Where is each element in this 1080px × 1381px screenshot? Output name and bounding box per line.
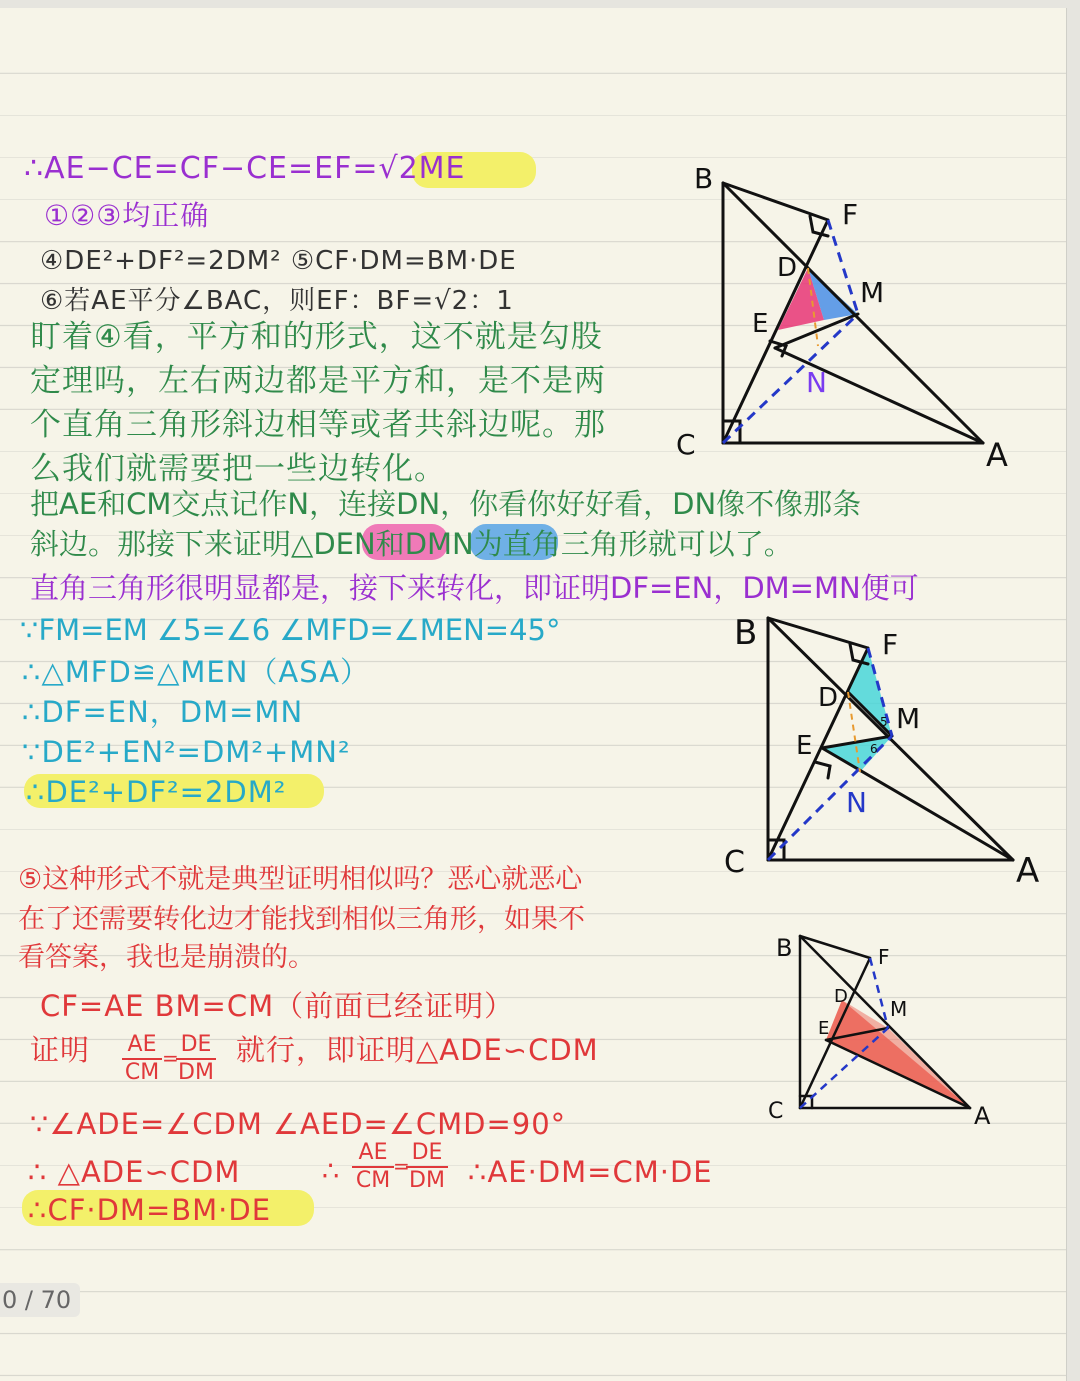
fraction-den: DM — [178, 1060, 214, 1085]
line-8: 么我们就需要把一些边转化。 — [30, 451, 446, 487]
fraction-de-dm-2 — [406, 1142, 448, 1192]
fraction-num: AE — [358, 1140, 388, 1165]
fig2-label-m: M — [896, 702, 921, 735]
fraction-de-dm-1 — [176, 1034, 216, 1084]
fig2-label-c: C — [724, 845, 745, 880]
geometry-figure-3 — [760, 928, 1010, 1128]
fraction-den: CM — [124, 1060, 160, 1085]
line-12: ∵FM=EM ∠5=∠6 ∠MFD=∠MEN=45° — [20, 613, 561, 647]
fraction-num: DE — [411, 1140, 443, 1165]
line-9: 把AE和CM交点记作N，连接DN，你看你好好看，DN像不像那条 — [30, 487, 862, 521]
fig2-label-b: B — [734, 613, 758, 653]
fig1-label-a: A — [986, 436, 1008, 474]
line-22: ∵∠ADE=∠CDM ∠AED=∠CMD=90° — [30, 1107, 567, 1141]
line-23-c: ∴AE·DM=CM·DE — [468, 1155, 713, 1189]
line-7: 个直角三角形斜边相等或者共斜边呢。那 — [30, 407, 606, 443]
line-19: 看答案，我也是崩溃的。 — [18, 942, 315, 973]
fig2-label-n: N — [846, 786, 867, 819]
fig2-angle-5: 5 — [880, 715, 888, 729]
fig2-label-a: A — [1016, 851, 1040, 891]
fig1-label-c: C — [676, 428, 696, 461]
fig1-label-n: N — [806, 366, 827, 399]
line-20: CF=AE BM=CM（前面已经证明） — [40, 989, 515, 1023]
line-4: ⑥若AE平分∠BAC，则EF：BF=√2：1 — [40, 286, 514, 316]
line-17: ⑤这种形式不就是典型证明相似吗？恶心就恶心 — [18, 864, 583, 895]
fig3-label-m: M — [890, 997, 908, 1021]
line-10-e: 为直角三角形就可以了。 — [473, 527, 793, 561]
line-15: ∵DE²+EN²=DM²+MN² — [22, 735, 351, 769]
fraction-num: AE — [127, 1032, 157, 1057]
fig3-label-e: E — [818, 1018, 830, 1039]
notebook-page — [0, 8, 1067, 1381]
line-10 — [30, 527, 793, 561]
geometry-figure-1 — [670, 158, 1030, 478]
line-1: ∴AE−CE=CF−CE=EF=√2ME — [24, 151, 466, 186]
fig2-label-e: E — [796, 731, 813, 761]
line-10-den: DEN — [313, 527, 376, 561]
page-counter[interactable]: 0 / 70 — [0, 1283, 80, 1317]
fig1-label-d: D — [777, 253, 798, 283]
fig3-label-d: D — [834, 986, 848, 1007]
line-10-a: 斜边。那接下来证明△ — [30, 527, 314, 561]
line-6: 定理吗，左右两边都是平方和，是不是两 — [30, 363, 606, 399]
line-23-a: ∴ △ADE∽CDM — [28, 1155, 241, 1189]
line-3: ④DE²+DF²=2DM² ⑤CF·DM=BM·DE — [40, 246, 517, 276]
line-14: ∴DF=EN，DM=MN — [22, 695, 304, 729]
line-18: 在了还需要转化边才能找到相似三角形，如果不 — [18, 904, 585, 935]
fig1-label-e: E — [752, 309, 769, 339]
fig3-label-f: F — [878, 945, 890, 969]
line-13: ∴△MFD≌△MEN（ASA） — [22, 655, 371, 689]
fig2-label-f: F — [882, 628, 899, 661]
line-10-he: 和 — [375, 527, 405, 561]
fig1-label-m: M — [860, 276, 885, 309]
fraction-den: CM — [355, 1168, 391, 1193]
geometry-figure-2 — [720, 608, 1050, 898]
fig2-label-d: D — [818, 683, 839, 713]
fraction-equals-1: = — [162, 1046, 180, 1070]
line-10-dmn: DMN — [404, 527, 474, 561]
fraction-den: DM — [409, 1168, 445, 1193]
line-21-b: 就行，即证明△ADE∽CDM — [236, 1033, 599, 1067]
fraction-num: DE — [180, 1032, 212, 1057]
fig3-label-c: C — [768, 1099, 784, 1124]
fig2-angle-6: 6 — [870, 742, 878, 756]
line-11: 直角三角形很明显都是，接下来转化，即证明DF=EN，DM=MN便可 — [30, 571, 919, 605]
line-5: 盯着④看，平方和的形式，这不就是勾股 — [30, 319, 603, 355]
line-2: ①②③均正确 — [44, 199, 210, 232]
fraction-equals-2: = — [393, 1154, 411, 1178]
line-24: ∴CF·DM=BM·DE — [28, 1193, 272, 1227]
fig3-label-b: B — [776, 934, 793, 962]
line-23-b: ∴ — [322, 1156, 341, 1187]
fraction-ae-cm-2 — [352, 1142, 394, 1192]
fig1-label-f: F — [842, 198, 859, 231]
line-21-a: 证明 — [30, 1033, 91, 1067]
fig3-label-a: A — [974, 1102, 991, 1128]
line-16: ∴DE²+DF²=2DM² — [26, 775, 287, 809]
fraction-ae-cm-1 — [122, 1034, 162, 1084]
fig1-label-b: B — [694, 162, 714, 195]
